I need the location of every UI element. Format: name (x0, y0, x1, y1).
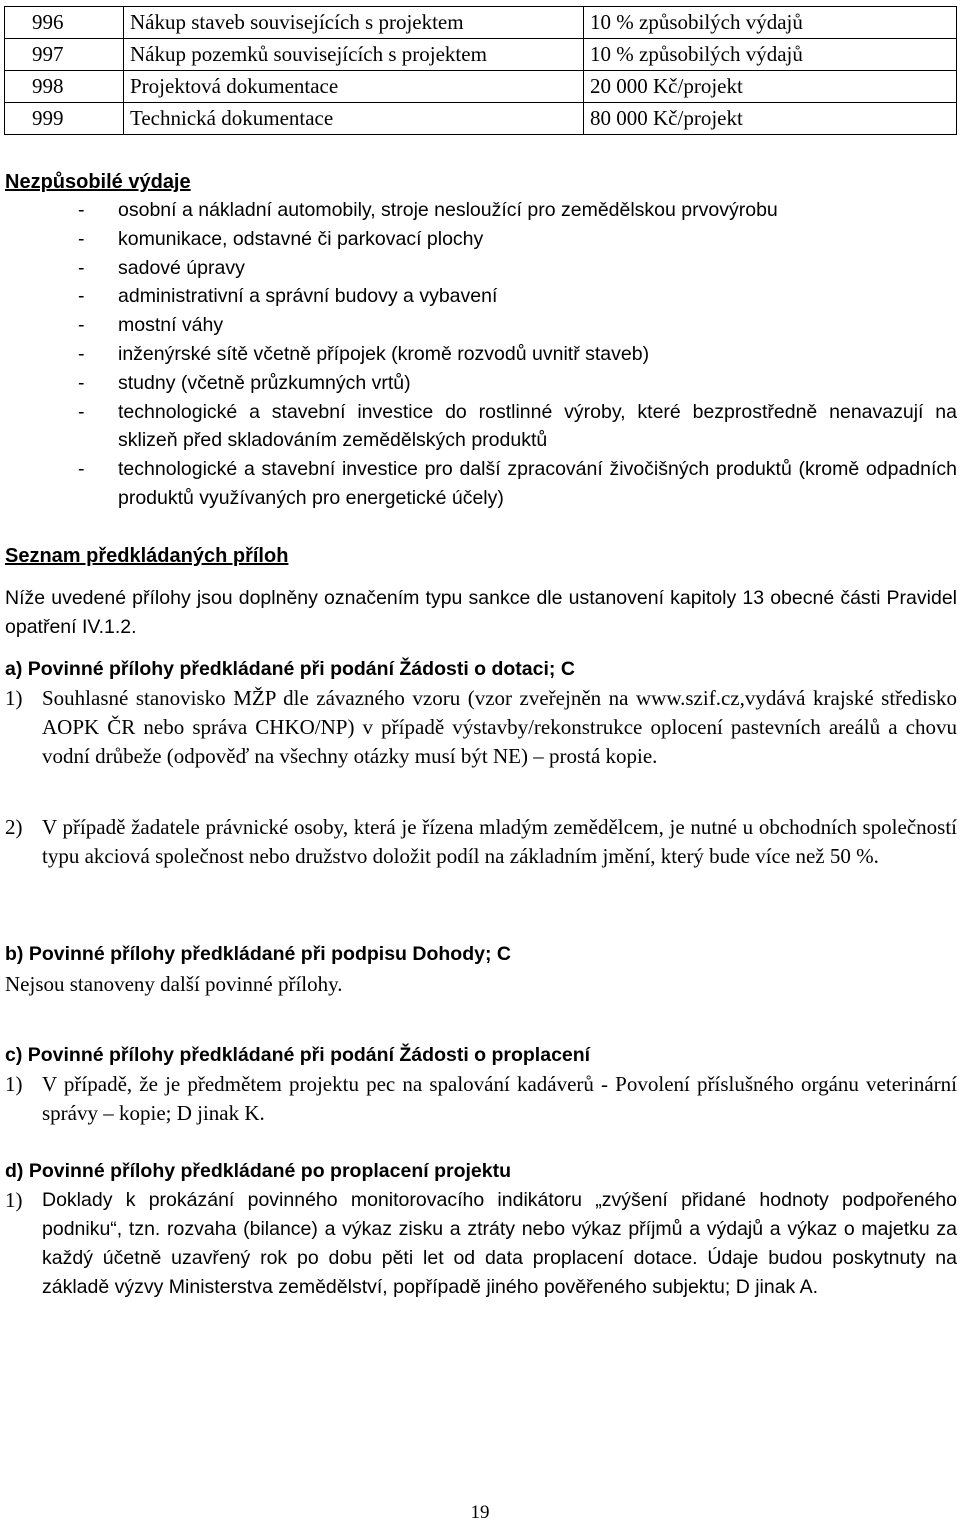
table-row (5, 71, 957, 103)
list-item: - sadové úpravy (78, 256, 245, 279)
item-number: 1) (5, 686, 23, 710)
item-text: Doklady k prokázání povinného monitorovacího indikátoru „zvýšení přidané hodnoty podpořeného podniku“, tzn. rozvaha (bilance) a výkaz zisku a ztráty nebo výkaz příjmů a výdajů a výkaz o majetku za každý účetně uzavřený rok po dobu pěti let od data proplacení dotace. Údaje budou poskytnuty na základě výzvy Ministerstva zemědělství, popřípadě jiného pověřeného subjektu; D jinak A. (42, 1189, 957, 1298)
section-d-heading: d) Povinné přílohy předkládané po proplacení projektu (5, 1160, 511, 1182)
row-code: 999 (5, 103, 124, 135)
section-a-item-1 (5, 684, 957, 771)
section-a-heading: a) Povinné přílohy předkládané při podání Žádosti o dotaci; C (5, 658, 575, 680)
item-text: V případě, že je předmětem projektu pec na spalování kadáverů - Povolení příslušného orgánu veterinární správy – kopie; D jinak K. (42, 1072, 957, 1125)
list-item: - mostní váhy (78, 314, 224, 337)
row-limit: 20 000 Kč/projekt (584, 71, 957, 103)
item-text: V případě žadatele právnické osoby, která je řízena mladým zemědělcem, je nutné u obchodních společností typu akciová společnost nebo družstvo doložit podíl na základním jmění, který bude více než 50 %. (42, 815, 957, 868)
section-b-heading: b) Povinné přílohy předkládané při podpisu Dohody; C (5, 943, 511, 965)
row-code: 996 (5, 7, 124, 39)
cost-table (4, 6, 957, 135)
row-name: Projektová dokumentace (124, 71, 584, 103)
ineligible-list (5, 196, 957, 513)
page-number: 19 (470, 1502, 490, 1523)
attachments-intro: Níže uvedené přílohy jsou doplněny označením typu sankce dle ustanovení kapitoly 13 obecné části Pravidel opatření IV.1.2. (5, 587, 957, 638)
section-a-item-2 (5, 813, 957, 871)
attachments-title: Seznam předkládaných příloh (5, 545, 289, 567)
list-item: - administrativní a správní budovy a vybavení (78, 285, 498, 308)
list-item: - inženýrské sítě včetně přípojek (kromě rozvodů uvnitř staveb) (78, 342, 650, 365)
row-name: Nákup pozemků souvisejících s projektem (124, 39, 584, 71)
section-d-item-1 (5, 1186, 957, 1302)
list-item: - osobní a nákladní automobily, stroje nesloužící pro zemědělskou prvovýrobu (78, 199, 778, 221)
item-text: Souhlasné stanovisko MŽP dle závazného vzoru (vzor zveřejněn na www.szif.cz,vydává krajské středisko AOPK ČR nebo správa CHKO/NP) v případě výstavby/rekonstrukce oplocení pastevních areálů a chovu vodní drůbeže (odpověď na všechny otázky musí být NE) – prostá kopie. (42, 686, 957, 768)
table-row (5, 39, 957, 71)
section-c-heading: c) Povinné přílohy předkládané při podání Žádosti o proplacení (5, 1044, 591, 1066)
list-item: - komunikace, odstavné či parkovací plochy (78, 227, 484, 250)
row-name: Nákup staveb souvisejících s projektem (124, 7, 584, 39)
item-number: 1) (5, 1072, 23, 1096)
row-code: 997 (5, 39, 124, 71)
list-item: - technologické a stavební investice do rostlinné výroby, které bezprostředně nenavazují na sklizeň před skladováním zemědělských produktů (78, 400, 957, 452)
table-row (5, 103, 957, 135)
item-number: 1) (5, 1188, 23, 1212)
section-b-text: Nejsou stanoveny další povinné přílohy. (5, 972, 343, 996)
row-limit: 10 % způsobilých výdajů (584, 39, 957, 71)
section-c-item-1 (5, 1070, 957, 1128)
ineligible-title: Nezpůsobilé výdaje (5, 171, 191, 193)
table-row (5, 7, 957, 39)
row-name: Technická dokumentace (124, 103, 584, 135)
row-limit: 10 % způsobilých výdajů (584, 7, 957, 39)
list-item: - technologické a stavební investice pro další zpracování živočišných produktů (kromě odpadních produktů využívaných pro energetické účely) (78, 458, 957, 509)
list-item: - studny (včetně průzkumných vrtů) (78, 371, 411, 394)
row-limit: 80 000 Kč/projekt (584, 103, 957, 135)
row-code: 998 (5, 71, 124, 103)
item-number: 2) (5, 815, 23, 839)
